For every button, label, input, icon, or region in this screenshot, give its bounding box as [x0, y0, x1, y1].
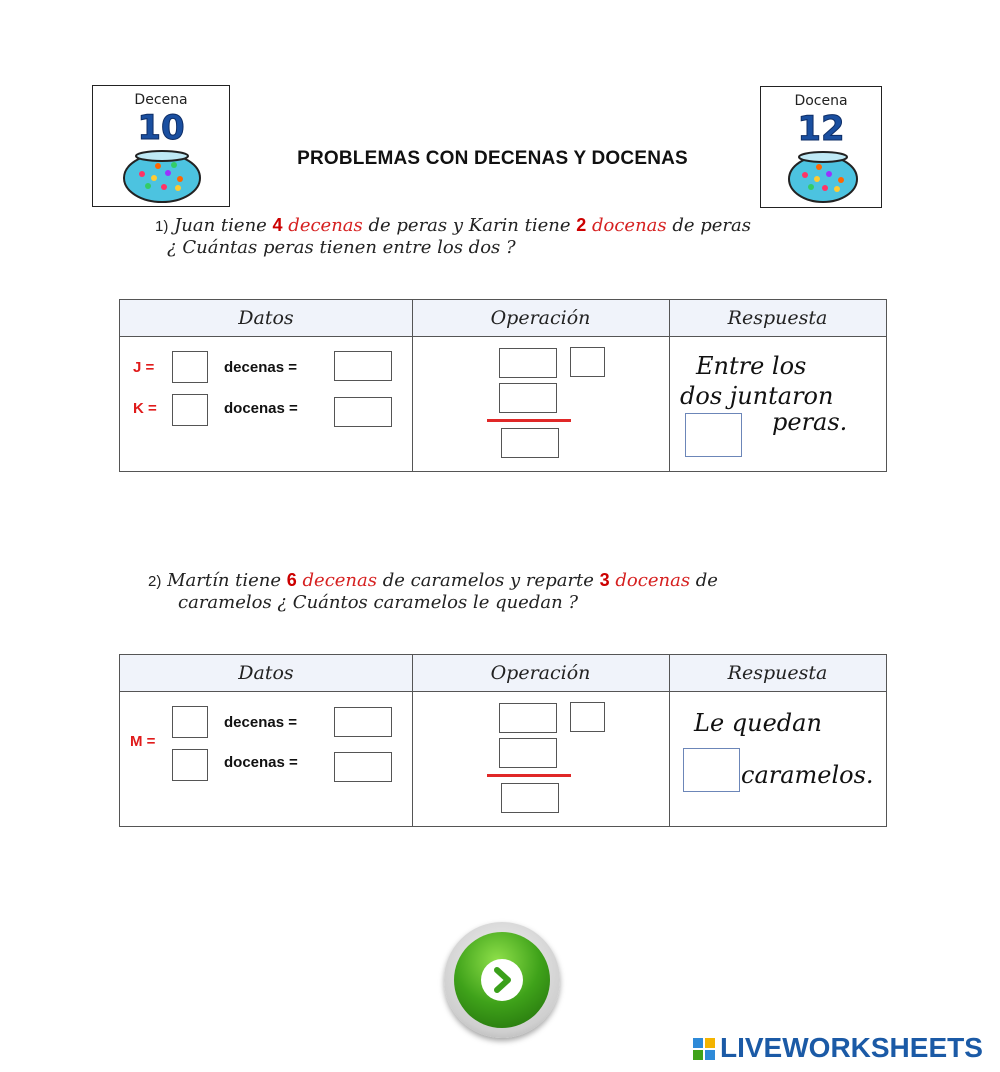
unit-decenas: decenas = — [224, 359, 297, 376]
header-operacion: Operación — [490, 662, 591, 684]
answer-1-line-3: peras. — [772, 408, 848, 436]
problem-2-quantity-a: 6 — [286, 570, 297, 590]
input-k-docenas[interactable] — [172, 394, 208, 426]
decena-label: Decena — [134, 92, 188, 108]
problem-2-quantity-b: 3 — [599, 570, 610, 590]
problem-2-text-c: de — [690, 570, 718, 591]
answer-1-line-2: dos juntaron — [680, 382, 834, 410]
op-result[interactable] — [501, 428, 559, 458]
problem-1-line-2: ¿ Cuántas peras tienen entre los dos ? — [167, 237, 516, 258]
label-m: M = — [130, 733, 156, 750]
fishbowl-icon — [783, 147, 863, 205]
next-button[interactable] — [442, 912, 562, 1042]
table-1 — [119, 299, 887, 472]
unit-decenas: decenas = — [224, 714, 297, 731]
docena-number: 12 — [797, 109, 845, 149]
problem-2-text — [148, 570, 838, 613]
input-m-docenas-result[interactable] — [334, 752, 392, 782]
header-datos: Datos — [238, 662, 294, 684]
answer-2-line-2: caramelos. — [741, 761, 874, 789]
problem-1-text — [155, 215, 845, 258]
problem-1-text-a: Juan tiene — [174, 215, 273, 236]
decena-number: 10 — [137, 108, 185, 148]
next-button-face[interactable] — [454, 932, 550, 1028]
input-j-decenas[interactable] — [172, 351, 208, 383]
problem-2-number: 2) — [148, 573, 162, 590]
header-respuesta: Respuesta — [727, 662, 828, 684]
op-subtrahend[interactable] — [499, 738, 557, 768]
op-result[interactable] — [501, 783, 559, 813]
table-2 — [119, 654, 887, 827]
answer-1-input[interactable] — [685, 413, 742, 457]
label-j: J = — [133, 359, 155, 376]
decena-card — [92, 85, 230, 207]
problem-1-number: 1) — [155, 218, 169, 235]
problem-2-unit-a: decenas — [302, 570, 377, 591]
problem-1-line-1 — [155, 215, 845, 237]
unit-docenas: docenas = — [224, 400, 298, 417]
input-m-docenas[interactable] — [172, 749, 208, 781]
input-m-decenas[interactable] — [172, 706, 208, 738]
header-operacion: Operación — [490, 307, 591, 329]
op-minuend-units[interactable] — [570, 702, 605, 732]
problem-2-text-b: de caramelos y reparte — [377, 570, 600, 591]
header-respuesta: Respuesta — [727, 307, 828, 329]
docena-card — [760, 86, 882, 208]
page-title: PROBLEMAS CON DECENAS Y DOCENAS — [297, 148, 688, 169]
problem-1-text-b: de peras y Karin tiene — [362, 215, 577, 236]
header-datos: Datos — [238, 307, 294, 329]
liveworksheets-logo-icon — [693, 1038, 715, 1060]
problem-2-unit-b: docenas — [615, 570, 691, 591]
fishbowl-icon — [120, 146, 204, 204]
answer-2-line-1: Le quedan — [694, 709, 822, 737]
op-addend-2[interactable] — [499, 383, 557, 413]
docena-label: Docena — [794, 93, 848, 109]
problem-2-text-a: Martín tiene — [167, 570, 287, 591]
problem-1-text-c: de peras — [666, 215, 752, 236]
problem-2-line-2: caramelos ¿ Cuántos caramelos le quedan ? — [178, 592, 579, 613]
unit-docenas: docenas = — [224, 754, 298, 771]
op-addend-1-units[interactable] — [570, 347, 605, 377]
op-minuend[interactable] — [499, 703, 557, 733]
operation-line — [487, 774, 571, 777]
input-k-result[interactable] — [334, 397, 392, 427]
input-m-decenas-result[interactable] — [334, 707, 392, 737]
operation-line — [487, 419, 571, 422]
problem-1-unit-a: decenas — [288, 215, 363, 236]
problem-1-quantity-a: 4 — [272, 215, 283, 235]
op-addend-1[interactable] — [499, 348, 557, 378]
problem-2-line-1 — [148, 570, 838, 592]
input-j-result[interactable] — [334, 351, 392, 381]
label-k: K = — [133, 400, 157, 417]
next-button-ring[interactable] — [444, 922, 560, 1038]
answer-2-input[interactable] — [683, 748, 740, 792]
problem-1-quantity-b: 2 — [576, 215, 587, 235]
answer-1-line-1: Entre los — [696, 352, 807, 380]
problem-1-unit-b: docenas — [591, 215, 667, 236]
liveworksheets-logo: LIVEWORKSHEETS — [720, 1032, 983, 1063]
chevron-right-icon — [481, 959, 523, 1001]
